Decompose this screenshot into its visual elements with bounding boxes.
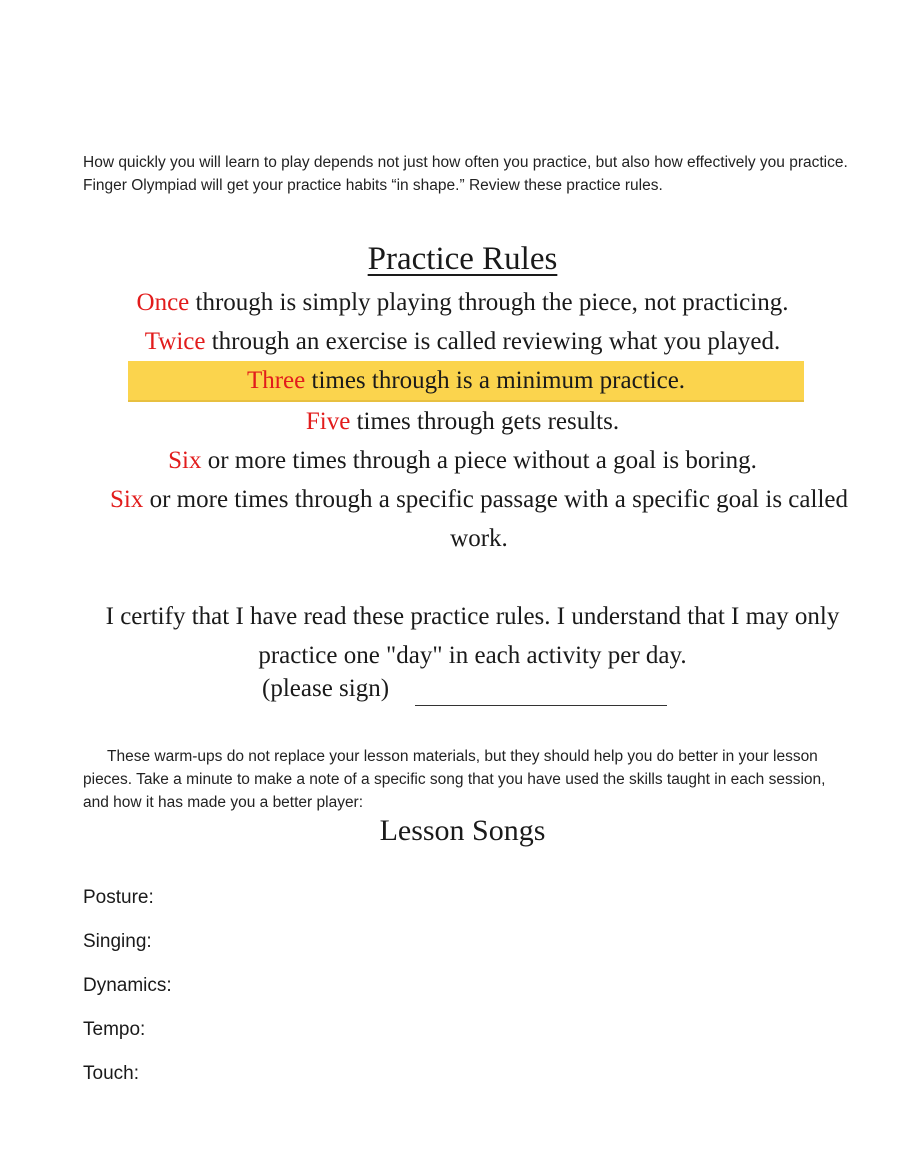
- sign-label: (please sign): [262, 675, 390, 702]
- field-dynamics[interactable]: Dynamics:: [83, 975, 172, 996]
- rule-three-highlighted: [128, 361, 804, 402]
- rule-keyword: Six: [110, 486, 144, 513]
- rule-text: or more times through a piece without a goal is boring.: [201, 447, 757, 474]
- rule-five: [0, 402, 900, 441]
- rule-text: through an exercise is called reviewing what you played.: [205, 328, 781, 355]
- lesson-songs-fields: [83, 884, 172, 1104]
- certify-text: I certify that I have read these practice rules. I understand that I may only practice one "day" in each activity per day.: [105, 603, 840, 669]
- practice-rules-title: Practice Rules: [367, 241, 558, 277]
- rule-text: times through is a minimum practice.: [305, 367, 686, 394]
- field-touch[interactable]: Touch:: [83, 1063, 139, 1084]
- rule-twice: [0, 322, 900, 361]
- warmup-note: These warm-ups do not replace your lesson materials, but they should help you do better in your lesson pieces. Take a minute to make a note of a specific song that you have used the skills taught in each session, and how it has made you a better player:: [83, 748, 826, 811]
- rule-text: through is simply playing through the piece, not practicing.: [189, 289, 789, 316]
- field-posture[interactable]: Posture:: [83, 887, 154, 908]
- rule-keyword: Three: [246, 367, 306, 394]
- rule-keyword: Twice: [144, 328, 206, 355]
- practice-rules-list: [0, 283, 900, 558]
- intro-paragraph: How quickly you will learn to play depends not just how often you practice, but also how effectively you practice. Finger Olympiad will get your practice habits “in shape.” Review these practice rules.: [83, 154, 848, 194]
- signature-line[interactable]: [415, 705, 667, 706]
- field-singing[interactable]: Singing:: [83, 931, 152, 952]
- field-tempo[interactable]: Tempo:: [83, 1019, 146, 1040]
- rule-text: times through gets results.: [350, 408, 620, 435]
- rule-text: or more times through a specific passage with a specific goal is called work.: [143, 486, 848, 552]
- rule-six-boring: [0, 441, 900, 480]
- rule-once: [0, 283, 900, 322]
- rule-keyword: Once: [136, 289, 190, 316]
- rule-keyword: Five: [305, 408, 351, 435]
- rule-six-work: [66, 480, 859, 558]
- lesson-songs-title: Lesson Songs: [379, 814, 546, 847]
- rule-keyword: Six: [168, 447, 202, 474]
- certify-statement: [0, 597, 900, 675]
